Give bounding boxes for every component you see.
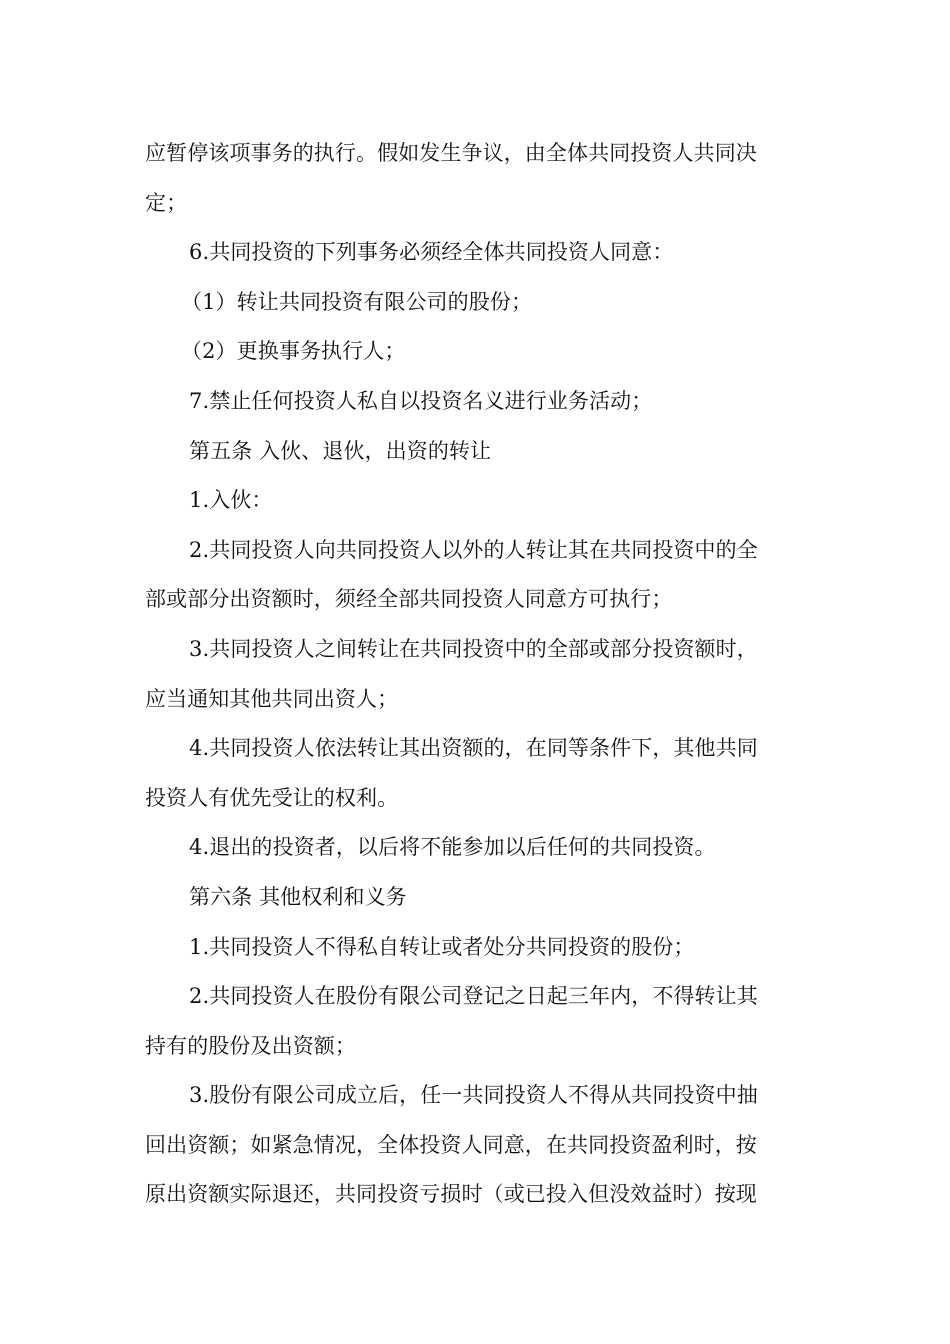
list-item: 1.共同投资人不得私自转让或者处分共同投资的股份； [189,934,695,959]
article-heading: 第五条 入伙、退伙，出资的转让 [189,438,492,463]
list-item: 4.共同投资人依法转让其出资额的，在同等条件下，其他共同 [189,736,758,761]
list-item: 2.共同投资人向共同投资人以外的人转让其在共同投资中的全 [189,537,758,562]
paragraph-line: 回出资额；如紧急情况，全体投资人同意，在共同投资盈利时，按 [145,1132,757,1157]
paragraph-line: 部或部分出资额时，须经全部共同投资人同意方可执行； [145,587,673,612]
paragraph-line: 持有的股份及出资额； [145,1033,356,1058]
paragraph-line: 原出资额实际退还，共同投资亏损时（或已投入但没效益时）按现 [145,1182,757,1207]
paragraph-line: 应当通知其他共同出资人； [145,686,399,711]
list-item: 7.禁止任何投资人私自以投资名义进行业务活动； [189,388,653,413]
paragraph-line: 应暂停该项事务的执行。假如发生争议，由全体共同投资人共同决 [145,141,757,165]
sub-list-item: （2）更换事务执行人； [181,339,406,364]
sub-list-item: （1）转让共同投资有限公司的股份； [181,289,533,314]
list-item: 4.退出的投资者，以后将不能参加以后任何的共同投资。 [189,835,716,860]
list-item: 3.股份有限公司成立后，任一共同投资人不得从共同投资中抽 [189,1083,758,1108]
paragraph-line: 定； [145,190,188,215]
paragraph-line: 投资人有优先受让的权利。 [145,785,399,810]
list-item: 2.共同投资人在股份有限公司登记之日起三年内，不得转让其 [189,984,758,1009]
list-item: 3.共同投资人之间转让在共同投资中的全部或部分投资额时， [189,636,758,661]
list-item: 6.共同投资的下列事务必须经全体共同投资人同意： [189,240,674,265]
document-body [145,129,810,1220]
article-heading: 第六条 其他权利和义务 [189,884,407,909]
list-item: 1.入伙： [189,488,273,513]
